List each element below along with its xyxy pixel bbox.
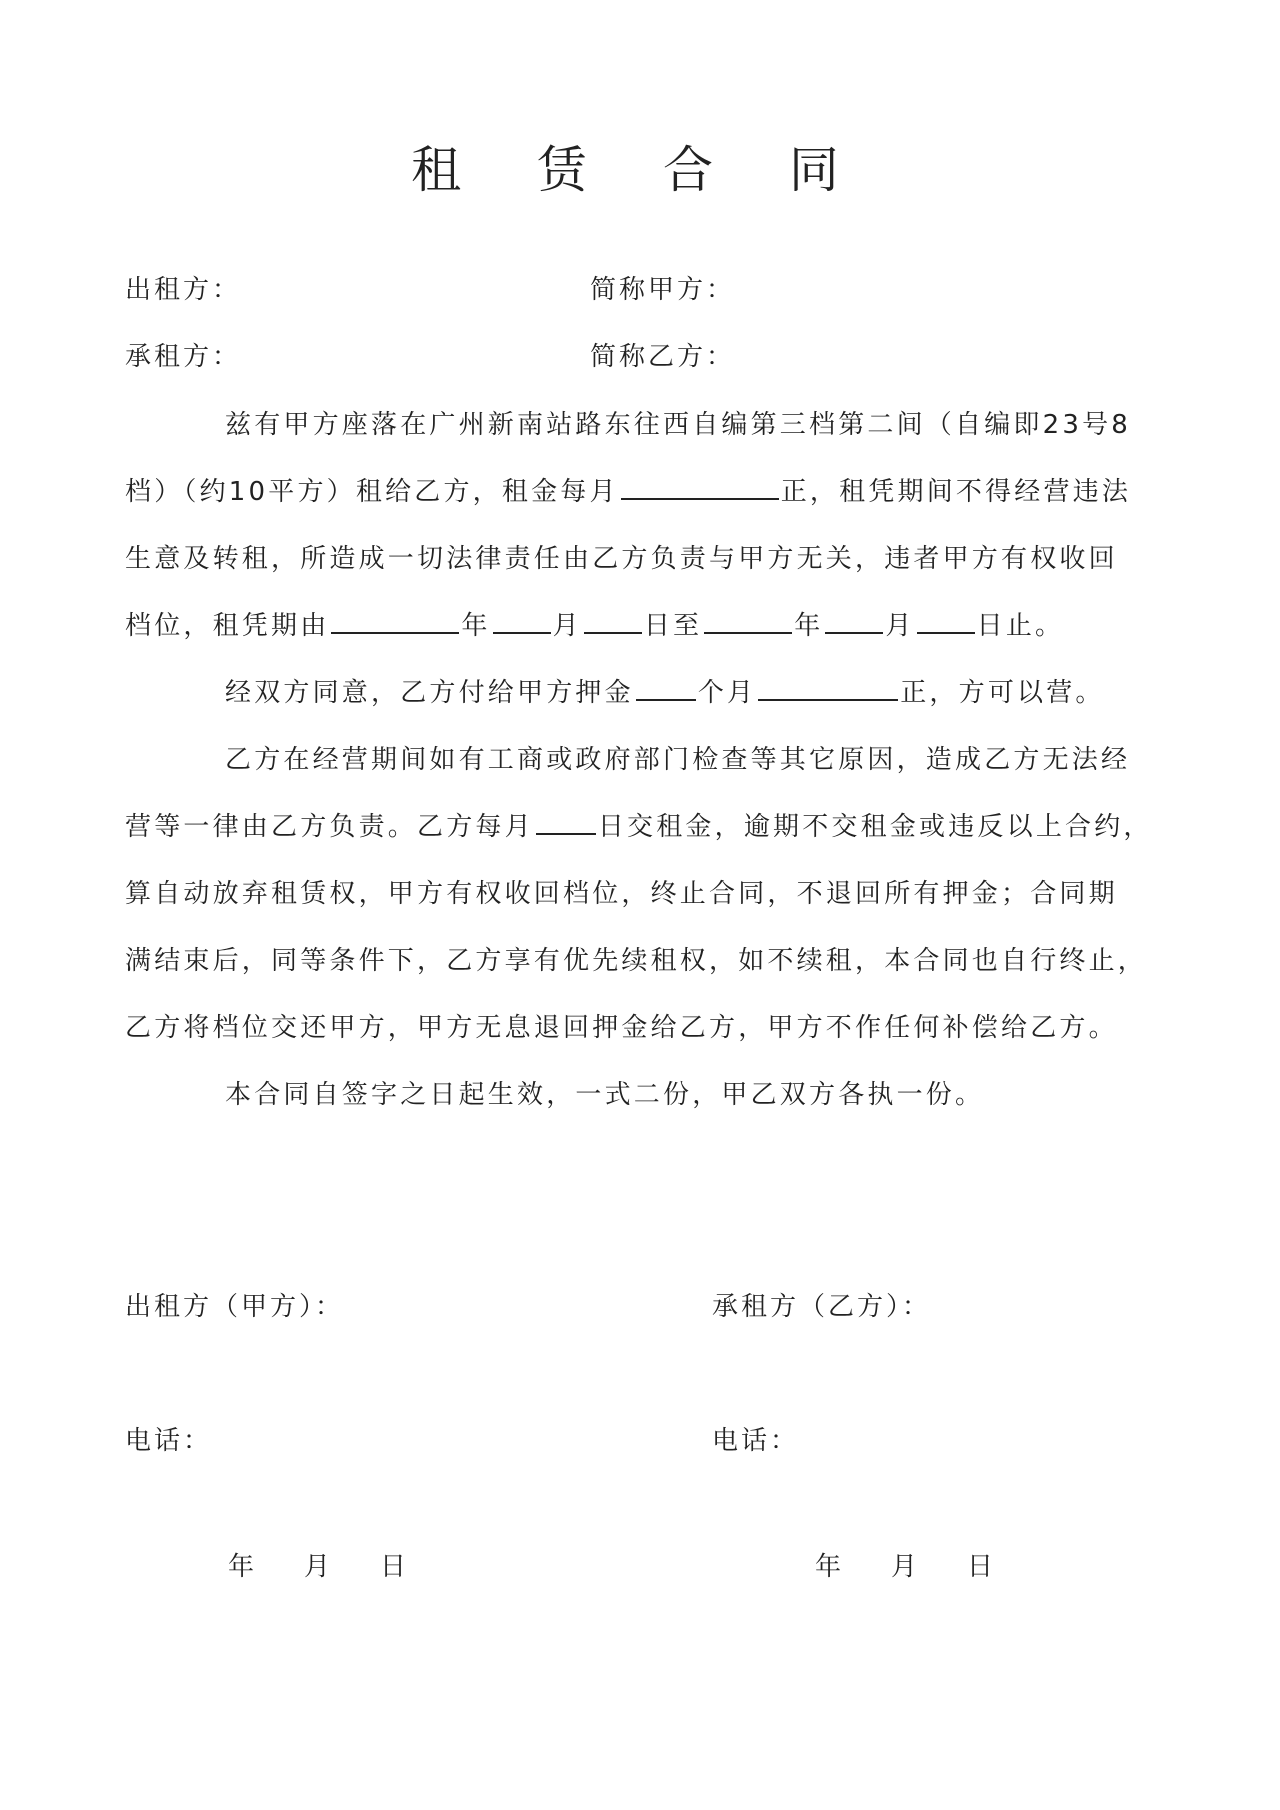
lessor-short-label: 简称甲方： [590,275,736,305]
lessee-label: 承租方： [125,342,242,372]
para1-line2-text-a: 档）（约10平方）租给乙方，租金每月 [125,477,619,507]
deposit-amount-blank [758,675,898,701]
end-year-blank [704,608,792,634]
para1-line2 [125,459,1165,526]
para1-line3: 生意及转租，所造成一切法律责任由乙方负责与甲方无关，违者甲方有权收回 [125,544,1118,574]
lessor-date-year: 年 [228,1552,255,1582]
start-month-label: 月 [552,611,582,641]
document-title: 租 赁 合 同 [411,141,869,199]
para3-line1: 乙方在经营期间如有工商或政府部门检查等其它原因，造成乙方无法经 [225,745,1131,775]
para4-line1: 本合同自签字之日起生效，一式二份，甲乙双方各执一份。 [225,1080,985,1110]
para1-line4 [125,593,1165,660]
para3-line5: 乙方将档位交还甲方，甲方无息退回押金给乙方，甲方不作任何补偿给乙方。 [125,1013,1118,1043]
deposit-text-a: 经双方同意，乙方付给甲方押金 [225,678,634,708]
start-day-label: 日至 [643,611,703,641]
lease-period-label: 档位，租凭期由 [125,611,330,641]
deposit-text-c: 正，方可以营。 [900,678,1105,708]
start-year-blank [331,608,459,634]
lessee-date-year: 年 [815,1552,842,1582]
rent-day-text-a: 营等一律由乙方负责。乙方每月 [125,812,534,842]
start-month-blank [493,608,551,634]
lessor-signature-label: 出租方（甲方）： [125,1292,345,1322]
rent-day-blank [536,809,596,835]
end-month-label: 月 [885,611,915,641]
para3-line3: 算自动放弃租赁权，甲方有权收回档位，终止合同，不退回所有押金；合同期 [125,879,1118,909]
end-year-label: 年 [794,611,824,641]
lessee-date-month: 月 [891,1552,918,1582]
lessee-phone-label: 电话： [712,1426,800,1456]
end-day-label: 日止。 [976,611,1065,641]
para1-line1: 兹有甲方座落在广州新南站路东往西自编第三档第二间（自编即23号8 [225,410,1132,440]
lessor-label: 出租方： [125,275,242,305]
lessee-signature-label: 承租方（乙方）： [712,1292,932,1322]
end-month-blank [825,608,883,634]
monthly-rent-blank [621,474,779,500]
rent-day-text-b: 日交租金，逾期不交租金或违反以上合约， [597,812,1153,842]
para2-line1 [125,660,1165,727]
lessee-date [815,1547,993,1587]
lessor-date [228,1547,406,1587]
deposit-months-blank [636,675,696,701]
deposit-text-b: 个月 [697,678,757,708]
lessor-date-month: 月 [304,1552,331,1582]
lessee-date-day: 日 [967,1552,994,1582]
lessor-date-day: 日 [380,1552,407,1582]
start-day-blank [584,608,642,634]
contract-body [125,392,1165,1129]
end-day-blank [917,608,975,634]
lessee-short-label: 简称乙方： [590,342,736,372]
lessor-phone-label: 电话： [125,1426,213,1456]
para1-line2-text-b: 正，租凭期间不得经营违法 [780,477,1132,507]
para3-line2 [125,794,1165,861]
start-year-label: 年 [461,611,491,641]
para3-line4: 满结束后，同等条件下，乙方享有优先续租权，如不续租，本合同也自行终止， [125,946,1148,976]
